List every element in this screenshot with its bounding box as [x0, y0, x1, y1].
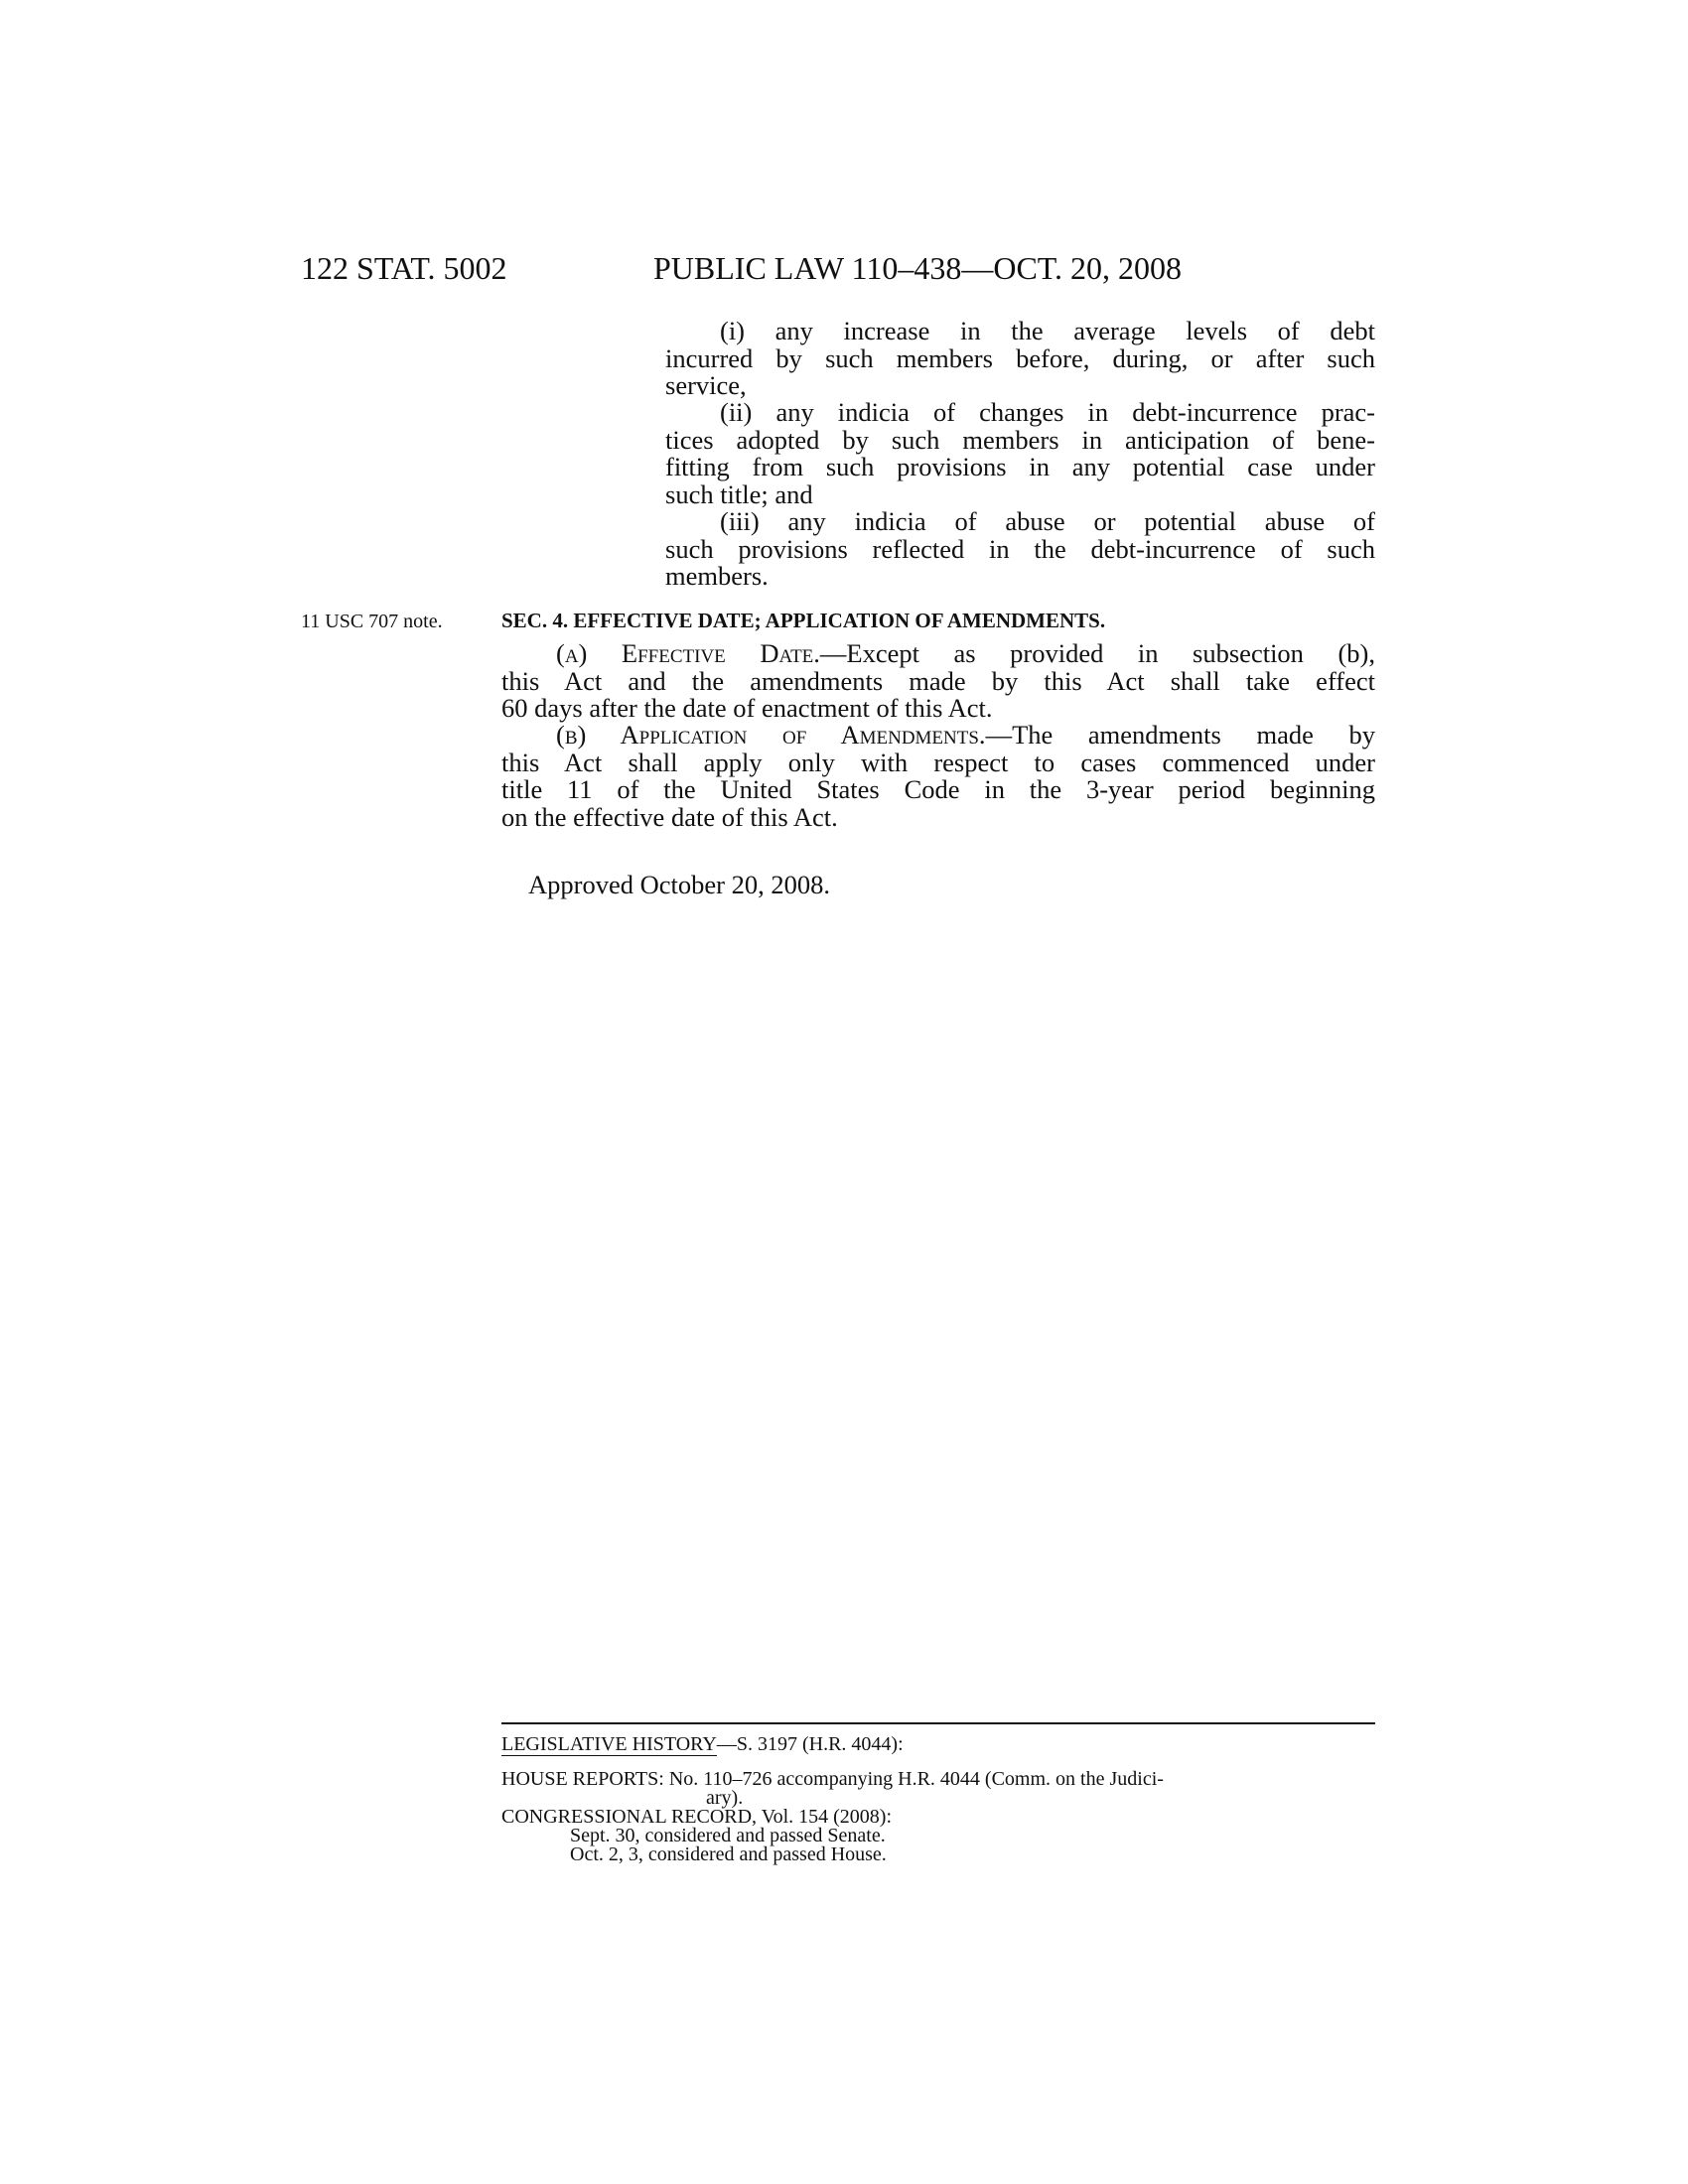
house-reports-continuation: ary). [706, 1787, 744, 1809]
house-reports [501, 1770, 1375, 1808]
approval-line: Approved October 20, 2008. [528, 870, 830, 899]
section-heading: SEC. 4. EFFECTIVE DATE; APPLICATION OF AMENDMENTS. [501, 609, 1106, 632]
clause-ii [665, 399, 1375, 508]
legislative-history-bill: —S. 3197 (H.R. 4044): [716, 1733, 904, 1755]
congressional-record-entry: Oct. 2, 3, considered and passed House. [570, 1843, 887, 1865]
congressional-record [501, 1808, 1375, 1864]
house-reports-line: HOUSE REPORTS: No. 110–726 accompanying H.R. 4044 (Comm. on the Judici- [501, 1768, 1164, 1790]
subsection-a [501, 640, 1375, 723]
clause-ii-line-2: tices adopted by such members in anticipation of bene- [665, 424, 1375, 455]
clause-ii-line-1: (ii) any indicia of changes in debt-incurrence prac- [720, 397, 1375, 427]
subsection-a-line-1: (a) Effective Date.—Except as provided in subsection (b), [556, 638, 1376, 668]
clause-iii-line-2: such provisions reflected in the debt-incurrence of such [665, 533, 1375, 564]
legislative-history-rule [501, 1722, 1375, 1724]
running-head: PUBLIC LAW 110–438—OCT. 20, 2008 [653, 250, 1182, 286]
subsection-a-line-3: 60 days after the date of enactment of this Act. [501, 693, 993, 723]
subsection-b-line-1: (b) Application of Amendments.—The amendments made by [556, 720, 1375, 750]
clause-iii-line-1: (iii) any indicia of abuse or potential abuse of [720, 506, 1375, 536]
congressional-record-entry: Sept. 30, considered and passed Senate. [570, 1825, 886, 1846]
clause-i [665, 318, 1375, 400]
clause-i-line-2: incurred by such members before, during, or after such [665, 342, 1375, 373]
subsection-a-label: (a) Effective Date. [556, 638, 820, 668]
subsection-b-label: (b) Application of Amendments. [556, 720, 986, 750]
statute-page-reference: 122 STAT. 5002 [301, 250, 507, 286]
clause-ii-line-3: fitting from such provisions in any potential case under [665, 452, 1375, 481]
subsection-b-line-3: title 11 of the United States Code in the 3-year period beginning [501, 774, 1375, 804]
legislative-history-label: LEGISLATIVE HISTORY [501, 1733, 717, 1755]
clause-i-line-3: service, [665, 370, 747, 400]
clause-iii [665, 508, 1375, 591]
subsection-b-line-2: this Act shall apply only with respect to cases commenced under [501, 747, 1375, 777]
clause-iii-line-3: members. [665, 561, 769, 591]
clause-ii-line-4: such title; and [665, 478, 813, 509]
legislative-history-title [501, 1735, 1375, 1754]
clause-i-line-1: (i) any increase in the average levels of debt [720, 316, 1375, 345]
congressional-record-label: CONGRESSIONAL RECORD, Vol. 154 (2008): [501, 1806, 892, 1828]
subsection-b-line-4: on the effective date of this Act. [501, 801, 838, 832]
subsection-a-line-2: this Act and the amendments made by this Act shall take effect [501, 665, 1375, 696]
subsection-b [501, 722, 1375, 831]
margin-note: 11 USC 707 note. [301, 611, 443, 632]
